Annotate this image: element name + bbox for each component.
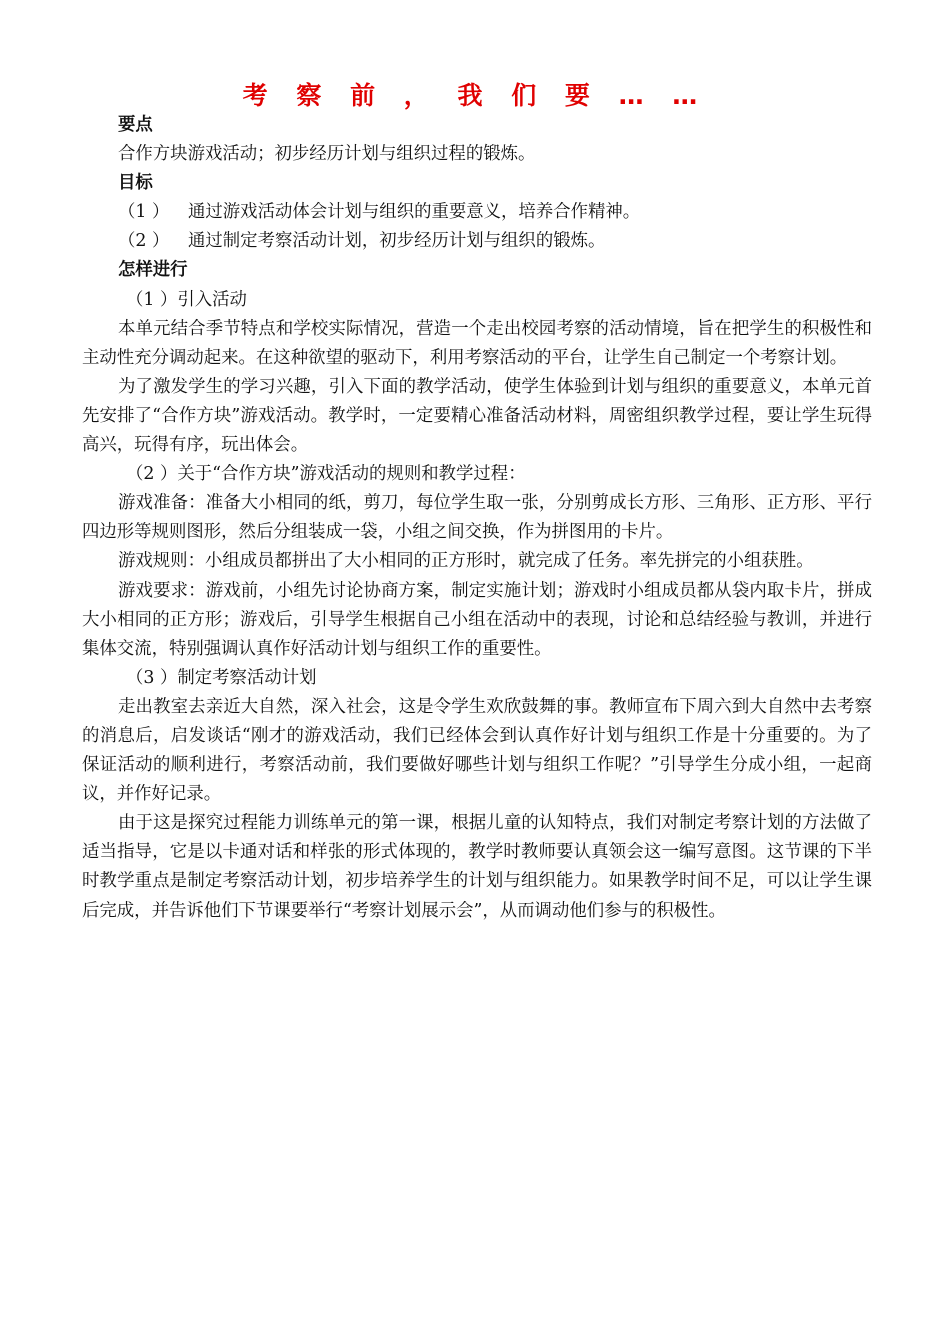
part2-paragraph: 游戏规则：小组成员都拼出了大小相同的正方形时，就完成了任务。率先拼完的小组获胜。 [118, 551, 814, 572]
goal-item [82, 198, 872, 227]
key-points-heading: 要点 [118, 115, 153, 135]
document-body [82, 111, 872, 926]
part3-paragraph: 由于这是探究过程能力训练单元的第一课，根据儿童的认知特点，我们对制定考察计划的方法做了适当指导，它是以卡通对话和样张的形式体现的，教学时教师要认真领会这一编写意图。这节课的下半时教学重点是制定考察活动计划，初步培养学生的计划与组织能力。如果教学时间不足，可以让学生课后完成，并告诉他们下节课要举行“考察计划展示会”，从而调动他们参与的积极性。 [82, 813, 872, 921]
part1-paragraph: 本单元结合季节特点和学校实际情况，营造一个走出校园考察的活动情境，旨在把学生的积极性和主动性充分调动起来。在这种欲望的驱动下，利用考察活动的平台，让学生自己制定一个考察计划。 [82, 318, 872, 368]
part2-paragraph: 游戏准备：准备大小相同的纸，剪刀，每位学生取一张，分别剪成长方形、三角形、正方形、平行四边形等规则图形，然后分组装成一袋，小组之间交换，作为拼图用的卡片。 [82, 493, 872, 543]
part2-paragraph: 游戏要求：游戏前，小组先讨论协商方案，制定实施计划；游戏时小组成员都从袋内取卡片，拼成大小相同的正方形；游戏后，引导学生根据自己小组在活动中的表现，讨论和总结经验与教训，并进行集体交流，特别强调认真作好活动计划与组织工作的重要性。 [82, 580, 872, 659]
key-points-text: 合作方块游戏活动；初步经历计划与组织过程的锻炼。 [118, 144, 536, 165]
part3-label: （3 ）制定考察活动计划 [126, 667, 317, 688]
goals-heading: 目标 [118, 173, 153, 194]
how-heading: 怎样进行 [118, 260, 188, 281]
part3-paragraph: 走出教室去亲近大自然，深入社会，这是令学生欢欣鼓舞的事。教师宣布下周六到大自然中去考察的消息后，启发谈话“刚才的游戏活动，我们已经体会到认真作好计划与组织工作是十分重要的。为了保证活动的顺利进行，考察活动前，我们要做好哪些计划与组织工作呢？”引导学生分成小组，一起商议，并作好记录。 [82, 696, 872, 805]
goal-number: （2 ） [118, 231, 170, 252]
goal-item [82, 227, 872, 256]
part1-label: （1 ）引入活动 [126, 289, 247, 310]
goal-text: 通过游戏活动体会计划与组织的重要意义，培养合作精神。 [188, 202, 641, 223]
goal-number: （1 ） [118, 202, 170, 223]
goal-text: 通过制定考察活动计划，初步经历计划与组织的锻炼。 [188, 231, 606, 252]
document-title: 考 察 前 ， 我 们 要 … … [242, 81, 708, 110]
part2-label: （2 ）关于“合作方块”游戏活动的规则和教学过程： [126, 464, 526, 485]
part1-paragraph: 为了激发学生的学习兴趣，引入下面的教学活动，使学生体验到计划与组织的重要意义，本单元首先安排了“合作方块”游戏活动。教学时，一定要精心准备活动材料，周密组织教学过程，要让学生玩得高兴，玩得有序，玩出体会。 [82, 376, 872, 456]
